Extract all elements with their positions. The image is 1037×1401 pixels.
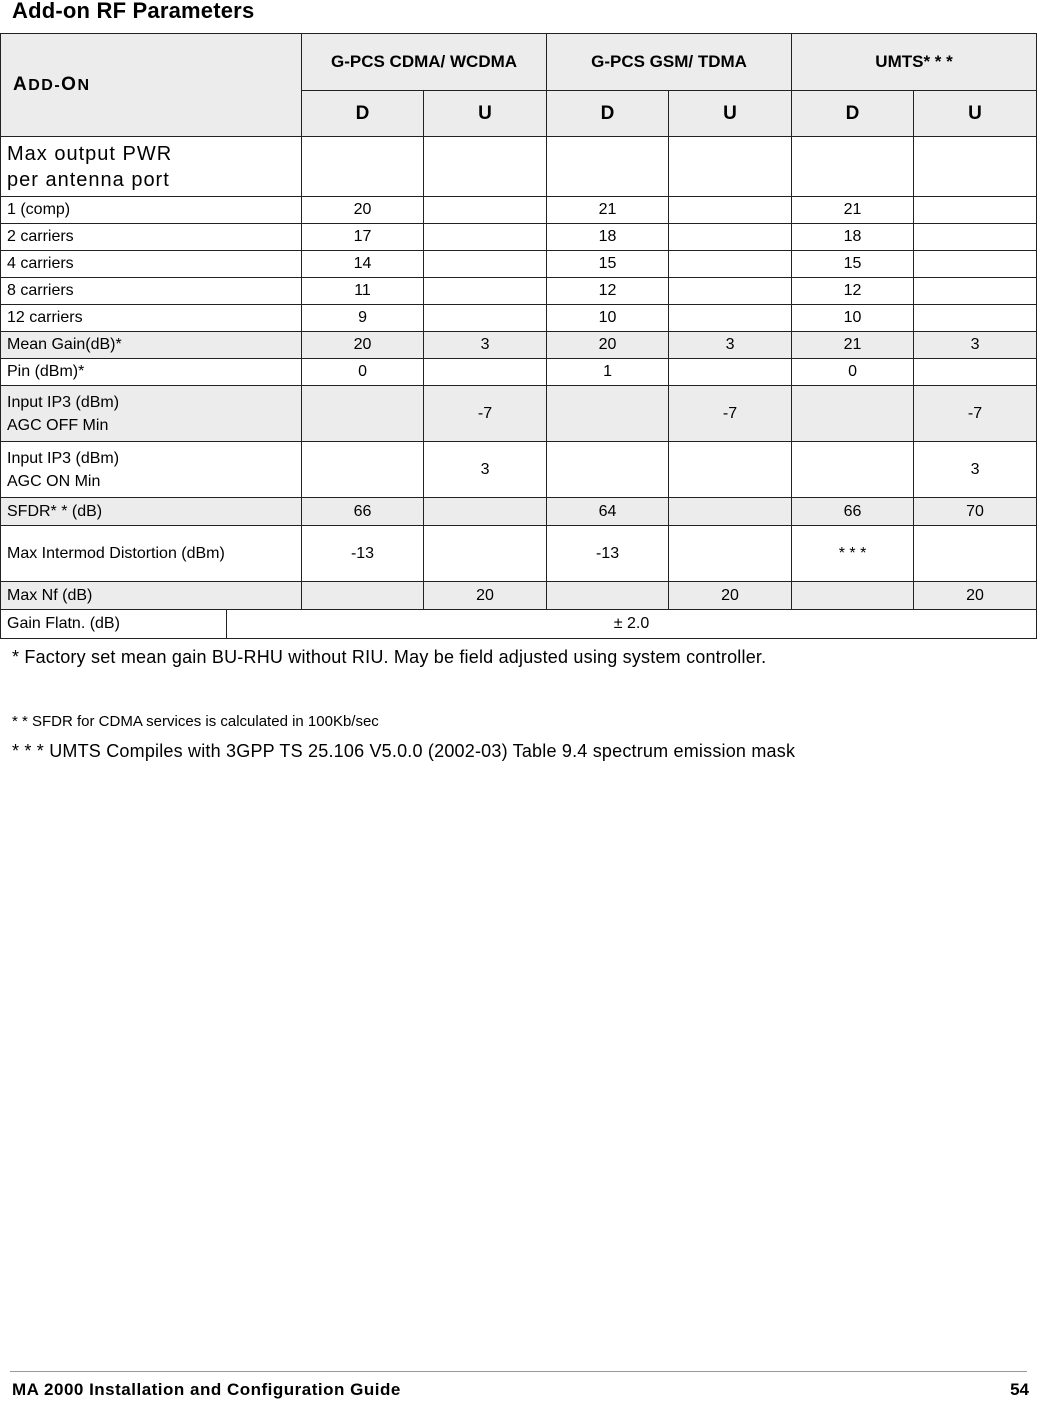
cell: -7 [669, 386, 792, 442]
cell: 66 [792, 498, 914, 526]
row-label: Max Intermod Distortion (dBm) [1, 526, 302, 582]
table-row [1, 582, 1037, 610]
cell [914, 251, 1037, 278]
cell [424, 251, 547, 278]
cell [547, 442, 669, 498]
table-row [1, 305, 1037, 332]
cell: 3 [424, 332, 547, 359]
cell [669, 359, 792, 386]
page-number: 54 [1010, 1380, 1029, 1399]
row-label: Input IP3 (dBm) AGC ON Min [1, 442, 302, 498]
cell: * * * [792, 526, 914, 582]
cell: 3 [669, 332, 792, 359]
cell [424, 197, 547, 224]
cell: 64 [547, 498, 669, 526]
group-header-gsm: G-PCS GSM/ TDMA [547, 34, 792, 91]
cell: -7 [424, 386, 547, 442]
cell [914, 526, 1037, 582]
cell: 9 [302, 305, 424, 332]
footer-divider [10, 1371, 1027, 1372]
cell [669, 442, 792, 498]
group-header-cdma: G-PCS CDMA/ WCDMA [302, 34, 547, 91]
rf-parameters-table [0, 33, 1037, 639]
cell: 66 [302, 498, 424, 526]
cell [424, 359, 547, 386]
table-row [1, 359, 1037, 386]
cell: 0 [302, 359, 424, 386]
cell: 3 [424, 442, 547, 498]
corner-header: ADD-ON [1, 34, 302, 137]
cell [669, 224, 792, 251]
cell [914, 278, 1037, 305]
row-label: Input IP3 (dBm) AGC OFF Min [1, 386, 302, 442]
max-output-row [1, 137, 1037, 197]
cell [547, 386, 669, 442]
cell: 0 [792, 359, 914, 386]
row-label: 1 (comp) [1, 197, 302, 224]
cell [424, 278, 547, 305]
cell: 21 [547, 197, 669, 224]
header-group-row [1, 34, 1037, 91]
cell [914, 359, 1037, 386]
cell: -13 [547, 526, 669, 582]
sub-header: U [914, 91, 1037, 137]
group-header-umts: UMTS* * * [792, 34, 1037, 91]
footnote-sfdr: * * SFDR for CDMA services is calculated in 100Kb/sec [12, 713, 379, 730]
cell [914, 197, 1037, 224]
cell: 20 [547, 332, 669, 359]
cell: 10 [547, 305, 669, 332]
cell [424, 526, 547, 582]
cell: 21 [792, 197, 914, 224]
cell: 15 [547, 251, 669, 278]
cell [669, 305, 792, 332]
cell [302, 442, 424, 498]
cell: 20 [302, 332, 424, 359]
flatness-row [1, 610, 1037, 639]
cell: 20 [424, 582, 547, 610]
cell [424, 224, 547, 251]
cell [669, 278, 792, 305]
cell [914, 305, 1037, 332]
cell: 20 [914, 582, 1037, 610]
cell: 11 [302, 278, 424, 305]
table-row [1, 526, 1037, 582]
flatness-value: ± 2.0 [227, 610, 1037, 639]
cell: -7 [914, 386, 1037, 442]
cell: 18 [547, 224, 669, 251]
sub-header: D [792, 91, 914, 137]
row-label: SFDR* * (dB) [1, 498, 302, 526]
cell [424, 305, 547, 332]
cell [669, 498, 792, 526]
footnote-umts: * * * UMTS Compiles with 3GPP TS 25.106 V5.0.0 (2002-03) Table 9.4 spectrum emission mask [12, 741, 796, 761]
row-label: 8 carriers [1, 278, 302, 305]
cell: 15 [792, 251, 914, 278]
sub-header: D [547, 91, 669, 137]
cell [669, 251, 792, 278]
row-label: Mean Gain(dB)* [1, 332, 302, 359]
cell [302, 582, 424, 610]
cell [669, 526, 792, 582]
sub-header: U [669, 91, 792, 137]
max-output-label: Max output PWR per antenna port [1, 137, 302, 197]
row-label: Gain Flatn. (dB) [1, 610, 227, 639]
cell [792, 582, 914, 610]
cell: 20 [302, 197, 424, 224]
table-row [1, 278, 1037, 305]
cell: 3 [914, 442, 1037, 498]
table-row [1, 386, 1037, 442]
cell [792, 386, 914, 442]
table-row [1, 332, 1037, 359]
cell [547, 582, 669, 610]
cell [669, 197, 792, 224]
sub-header: D [302, 91, 424, 137]
footnote-factory-gain: * Factory set mean gain BU-RHU without RIU. May be field adjusted using system controller. [12, 647, 767, 667]
row-label: Pin (dBm)* [1, 359, 302, 386]
cell [792, 442, 914, 498]
row-label: 2 carriers [1, 224, 302, 251]
cell: 21 [792, 332, 914, 359]
table-row [1, 197, 1037, 224]
cell: 14 [302, 251, 424, 278]
cell: 12 [792, 278, 914, 305]
cell: -13 [302, 526, 424, 582]
cell: 20 [669, 582, 792, 610]
cell: 18 [792, 224, 914, 251]
cell [302, 386, 424, 442]
cell: 12 [547, 278, 669, 305]
cell [424, 498, 547, 526]
table-row [1, 224, 1037, 251]
row-label: 12 carriers [1, 305, 302, 332]
cell: 3 [914, 332, 1037, 359]
cell: 70 [914, 498, 1037, 526]
row-label: 4 carriers [1, 251, 302, 278]
cell: 10 [792, 305, 914, 332]
table-row [1, 251, 1037, 278]
cell [914, 224, 1037, 251]
table-row [1, 442, 1037, 498]
row-label: Max Nf (dB) [1, 582, 302, 610]
sub-header: U [424, 91, 547, 137]
cell: 17 [302, 224, 424, 251]
table-row [1, 498, 1037, 526]
footer-guide-title: MA 2000 Installation and Configuration Guide [12, 1380, 401, 1399]
cell: 1 [547, 359, 669, 386]
page-title: Add-on RF Parameters [12, 0, 255, 23]
